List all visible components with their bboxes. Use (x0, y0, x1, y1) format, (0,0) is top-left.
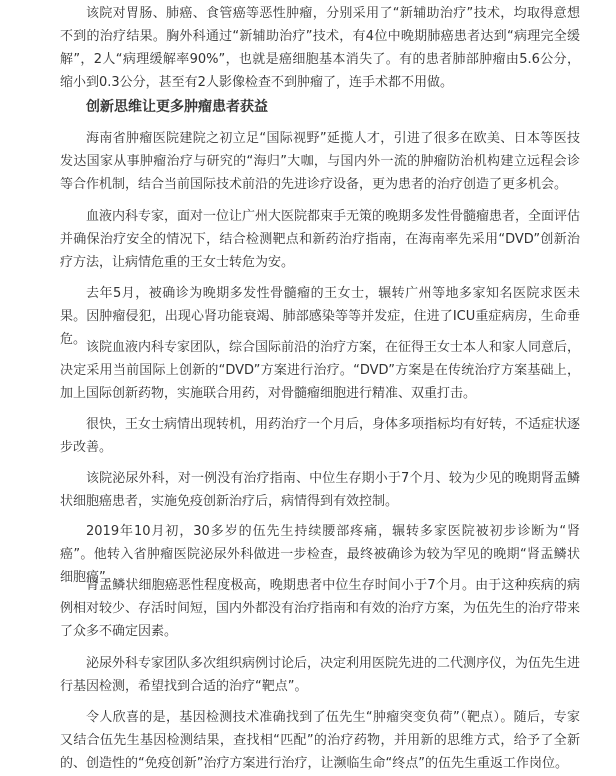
paragraph-5-block (60, 413, 580, 459)
paragraph-5: 很快，王女士病情出现转机，用药治疗一个月后，身体多项指标均有好转，不适症状逐步改善。 (60, 417, 581, 455)
paragraph-6: 该院泌尿外科，对一例没有治疗指南、中位生存期小于7个月、较为少见的晚期肾盂鳞状细胞癌患者，实施免疫创新治疗后，病情得到有效控制。 (60, 471, 580, 509)
paragraph-7: 2019年10月初，30多岁的伍先生持续腰部疼痛，辗转多家医院被初步诊断为“肾癌”。他转入省肿瘤医院泌尿外科做进一步检查，最终被确诊为较为罕见的晚期“肾盂鳞状细胞癌”。 (60, 524, 580, 585)
paragraph-8: 肾盂鳞状细胞癌恶性程度极高，晚期患者中位生存时间小于7个月。由于这种疾病的病例相对较少、存活时间短，国内外都没有治疗指南和有效的治疗方案，为伍先生的治疗带来了众多不确定因素。 (60, 578, 581, 639)
paragraph-1-block (60, 127, 580, 196)
paragraph-9-block (60, 652, 580, 698)
paragraph-10-block (60, 706, 580, 775)
paragraph-3: 去年5月，被确诊为晚期多发性骨髓瘤的王女士，辗转广州等地多家知名医院求医未果。因肿瘤侵犯，出现心肾功能衰竭、肺部感染等等并发症，住进了ICU重症病房，生命垂危。 (60, 286, 580, 347)
intro-paragraph: 该院对胃肠、肺癌、食管癌等恶性肿瘤，分别采用了“新辅助治疗”技术，均取得意想不到的治疗结果。胸外科通过“新辅助治疗”技术，有4位中晚期肺癌患者达到“病理完全缓解”，2人“病理缓解率90%”，也就是癌细胞基本消失了。有的患者肺部肿瘤由5.6公分，缩小到0.3公分，甚至有2人影像检查不到肿瘤了，连手术都不用做。 (60, 6, 580, 90)
intro-paragraph-block (60, 2, 580, 94)
paragraph-2: 血液内科专家，面对一位让广州大医院都束手无策的晚期多发性骨髓瘤患者，全面评估并确保治疗安全的情况下，结合检测靶点和新药治疗指南，在海南率先采用“DVD”创新治疗方法，让病情危重的王女士转危为安。 (60, 209, 581, 270)
paragraph-4-block (60, 336, 580, 405)
paragraph-4: 该院血液内科专家团队，综合国际前沿的治疗方案，在征得王女士本人和家人同意后，决定采用当前国际上创新的“DVD”方案进行治疗。“DVD”方案是在传统治疗方案基础上，加上国际创新药物，实施联合用药，对骨髓瘤细胞进行精准、双重打击。 (60, 340, 581, 401)
section-heading: 创新思维让更多肿瘤患者获益 (86, 99, 268, 115)
paragraph-2-block (60, 205, 580, 274)
paragraph-1: 海南省肿瘤医院建院之初立足“国际视野”延揽人才，引进了很多在欧美、日本等医技发达国家从事肿瘤治疗与研究的“海归”大咖，与国内外一流的肿瘤防治机构建立远程会诊等合作机制，结合当前国际技术前沿的先进诊疗设备，更为患者的治疗创造了更多机会。 (60, 131, 580, 192)
paragraph-10: 令人欣喜的是，基因检测技术准确找到了伍先生“肿瘤突变负荷”（靶点）。随后，专家又结合伍先生基因检测结果，查找相“匹配”的治疗药物，并用新的思维方式，给予了全新的、创造性的“免疫创新”治疗方案进行治疗，让濒临生命“终点”的伍先生重返工作岗位。 (60, 710, 580, 771)
section-heading-block (60, 96, 580, 119)
paragraph-8-block (60, 574, 580, 643)
paragraph-6-block (60, 467, 580, 513)
paragraph-9: 泌尿外科专家团队多次组织病例讨论后，决定利用医院先进的二代测序仪，为伍先生进行基因检测，希望找到合适的治疗“靶点”。 (60, 656, 581, 694)
